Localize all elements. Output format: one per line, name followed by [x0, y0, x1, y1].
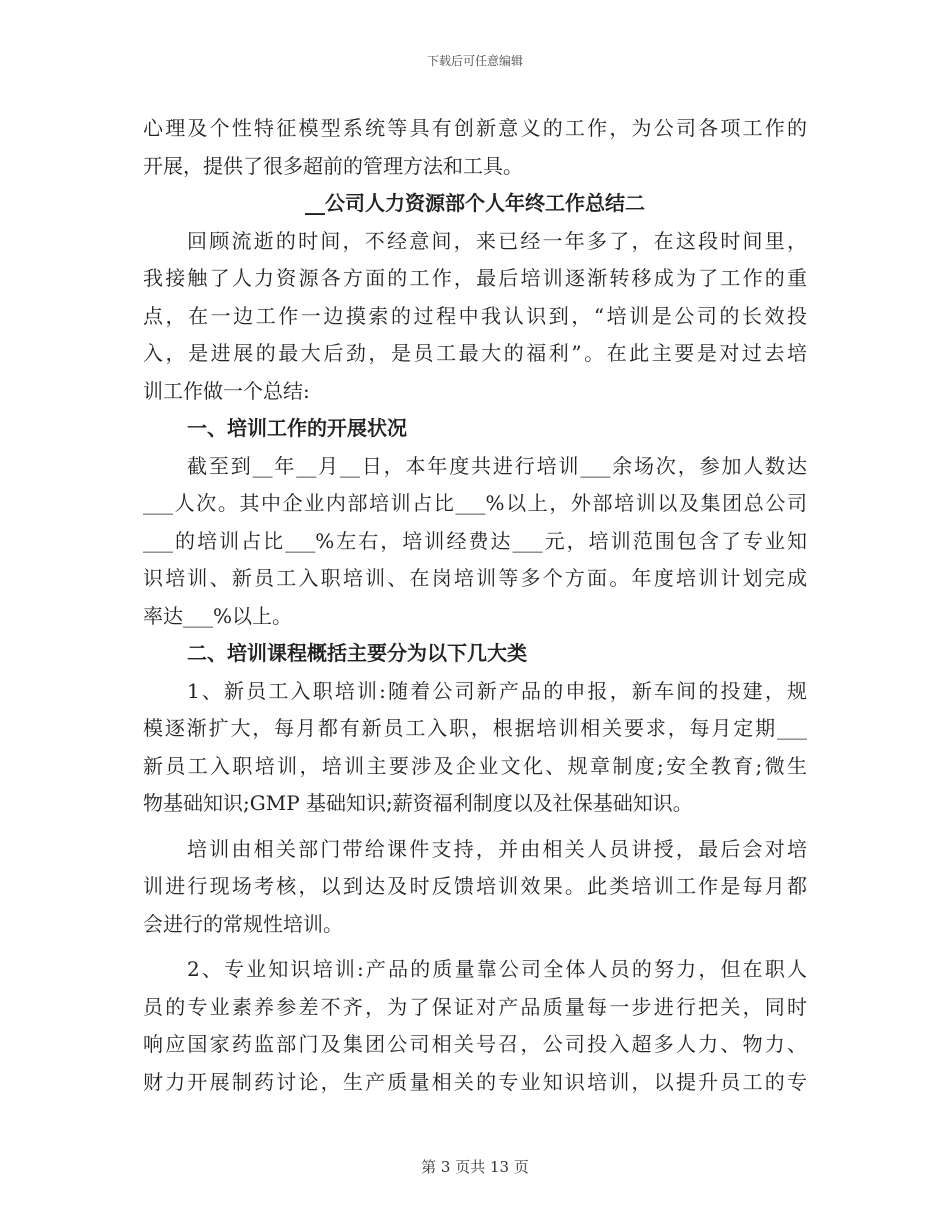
paragraph-line: 开展，提供了很多超前的管理方法和工具。 [143, 153, 523, 178]
paragraph-line: 1、新员工入职培训:随着公司新产品的申报，新车间的投建，规 [187, 678, 807, 703]
page-footer: 第 3 页共 13 页 [421, 1158, 529, 1176]
paragraph-line: 截至到__年__月__日，本年度共进行培训___余场次，参加人数达 [187, 453, 807, 478]
paragraph-line: 模逐渐扩大，每月都有新员工入职，根据培训相关要求，每月定期___ [143, 716, 807, 740]
paragraph-line: 我接触了人力资源各方面的工作，最后培训逐渐转移成为了工作的重 [143, 266, 807, 290]
paragraph-line: 训工作做一个总结: [143, 378, 310, 403]
paragraph-line: 入，是进展的最大后劲，是员工最大的福利”。在此主要是对过去培 [143, 341, 807, 365]
paragraph-line: 心理及个性特征模型系统等具有创新意义的工作，为公司各项工作的 [143, 116, 807, 140]
document-title: __公司人力资源部个人年终工作总结二 [305, 191, 645, 215]
document-body [143, 110, 807, 1101]
paragraph-line: 识培训、新员工入职培训、在岗培训等多个方面。年度培训计划完成 [143, 566, 807, 590]
paragraph-line: 响应国家药监部门及集团公司相关号召，公司投入超多人力、物力、 [143, 1032, 807, 1056]
paragraph-line: 回顾流逝的时间，不经意间，来已经一年多了，在这段时间里， [187, 228, 807, 253]
paragraph-line: 物基础知识;GMP 基础知识;薪资福利制度以及社保基础知识。 [143, 791, 693, 815]
paragraph-line: 会进行的常规性培训。 [143, 911, 343, 936]
paragraph-line: ___的培训占比___%左右，培训经费达___元，培训范围包含了专业知 [143, 528, 807, 553]
paragraph-line: 率达___%以上。 [143, 603, 293, 628]
paragraph-line: 点，在一边工作一边摸索的过程中我认识到，“培训是公司的长效投 [143, 303, 807, 328]
paragraph-line: 培训由相关部门带给课件支持，并由相关人员讲授，最后会对培 [187, 836, 807, 861]
paragraph-line: 财力开展制药讨论，生产质量相关的专业知识培训，以提升员工的专 [143, 1069, 807, 1094]
paragraph-gap [143, 823, 807, 831]
page-header: 下载后可任意编辑 [426, 54, 523, 68]
section-heading: 一、培训工作的开展状况 [187, 416, 407, 440]
paragraph-line: ___人次。其中企业内部培训占比___%以上，外部培训以及集团总公司 [143, 491, 807, 515]
section-heading: 二、培训课程概括主要分为以下几大类 [187, 641, 527, 665]
paragraph-line: 训进行现场考核，以到达及时反馈培训效果。此类培训工作是每月都 [143, 874, 807, 898]
paragraph-line: 员的专业素养参差不齐，为了保证对产品质量每一步进行把关，同时 [143, 994, 807, 1019]
paragraph-line: 2、专业知识培训:产品的质量靠公司全体人员的努力，但在职人 [187, 957, 807, 981]
paragraph-gap [143, 943, 807, 951]
paragraph-line: 新员工入职培训，培训主要涉及企业文化、规章制度;安全教育;微生 [143, 753, 807, 778]
